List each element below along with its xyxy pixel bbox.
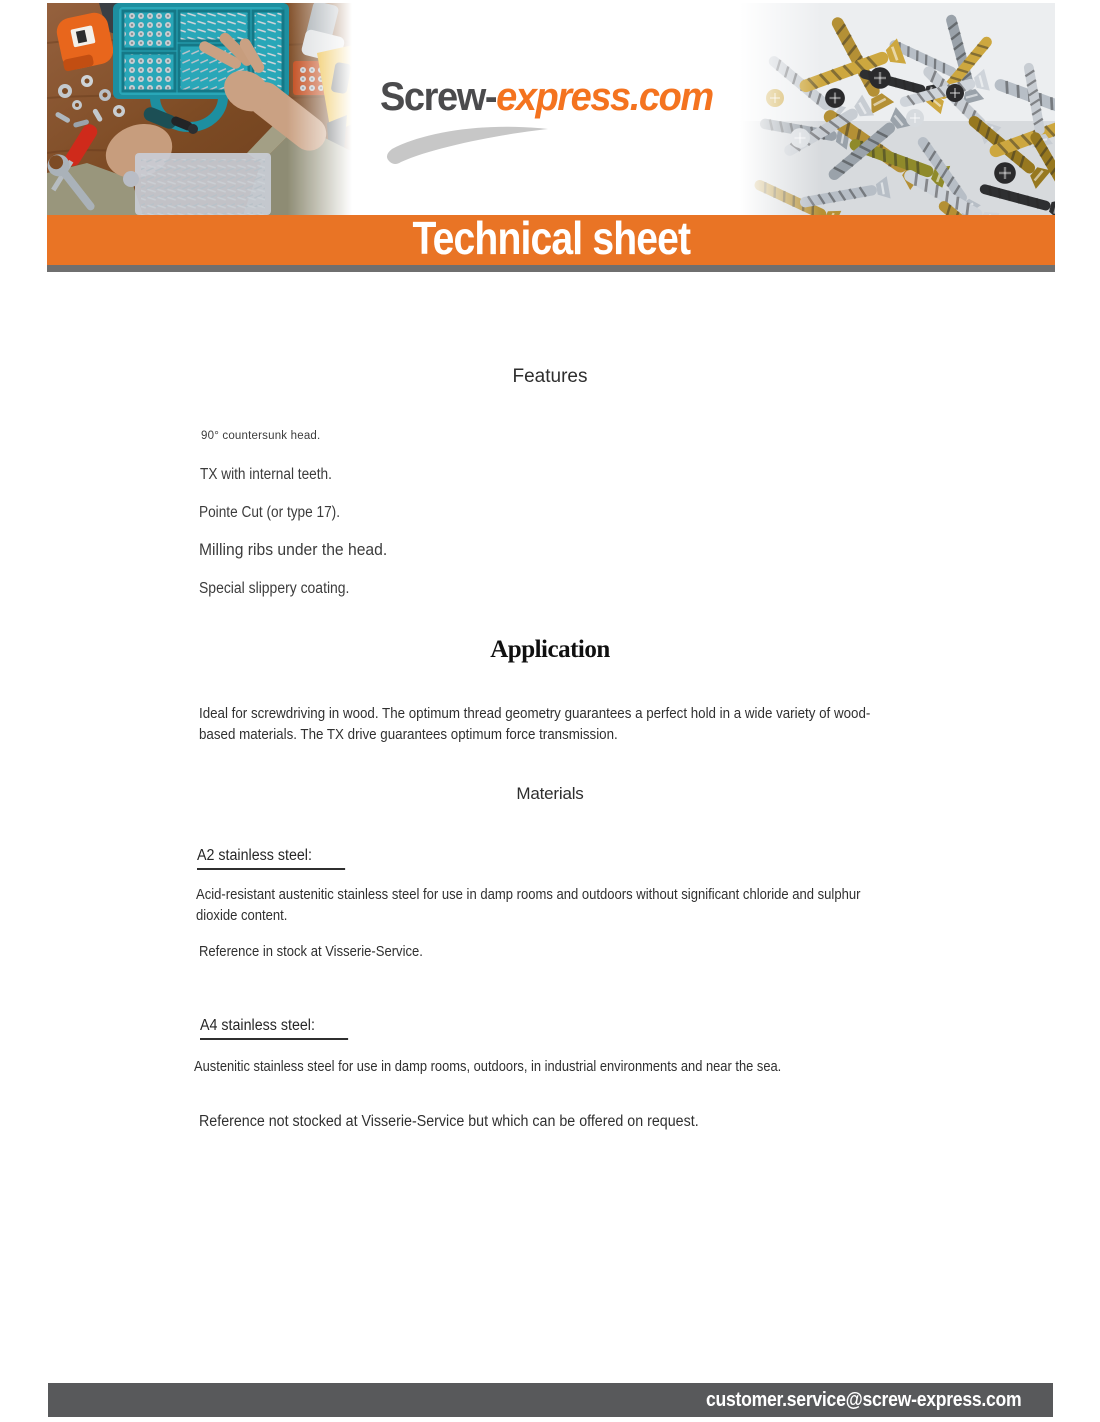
screw-pile-photo xyxy=(740,3,1055,215)
a2-steel-note: Reference in stock at Visserie-Service. xyxy=(199,944,423,960)
feature-item: Pointe Cut (or type 17). xyxy=(199,504,341,521)
logo-text xyxy=(380,75,713,120)
footer-bar xyxy=(48,1383,1053,1417)
features-heading: Features xyxy=(512,366,588,387)
feature-item: Special slippery coating. xyxy=(199,580,350,597)
workbench-photo xyxy=(47,3,355,215)
feature-item: TX with internal teeth. xyxy=(200,466,332,483)
feature-item: Milling ribs under the head. xyxy=(199,541,388,559)
a4-steel-description: Austenitic stainless steel for use in damp rooms, outdoors, in industrial environments and near the sea. xyxy=(194,1058,782,1075)
a4-steel-label-text: A4 stainless steel: xyxy=(200,1017,348,1040)
a2-steel-description: Acid-resistant austenitic stainless steel for use in damp rooms and outdoors without significant chloride and sulphur dioxide content. xyxy=(196,886,861,924)
a4-steel-label xyxy=(200,1017,361,1040)
a4-steel-note: Reference not stocked at Visserie-Service but which can be offered on request. xyxy=(199,1113,699,1130)
feature-item: 90° countersunk head. xyxy=(201,430,321,442)
footer-email: customer.service@screw-express.com xyxy=(705,1388,1021,1411)
screw-pile-photo-illustration xyxy=(740,3,1055,215)
materials-heading: Materials xyxy=(516,784,584,803)
logo xyxy=(358,3,738,215)
workbench-photo-illustration xyxy=(47,3,355,215)
banner-title: Technical sheet xyxy=(412,212,690,264)
a2-steel-label-text: A2 stainless steel: xyxy=(197,847,345,870)
logo-swoosh-icon xyxy=(382,121,552,167)
banner-divider xyxy=(47,265,1055,272)
logo-text-primary: Screw- xyxy=(380,75,497,119)
application-heading: Application xyxy=(490,636,610,663)
a2-steel-label xyxy=(197,847,358,870)
banner xyxy=(47,212,1055,265)
application-body: Ideal for screwdriving in wood. The optimum thread geometry guarantees a perfect hold in a wide variety of wood-based materials. The TX drive guarantees optimum force transmission. xyxy=(199,705,871,743)
logo-text-secondary: express.com xyxy=(496,75,713,119)
